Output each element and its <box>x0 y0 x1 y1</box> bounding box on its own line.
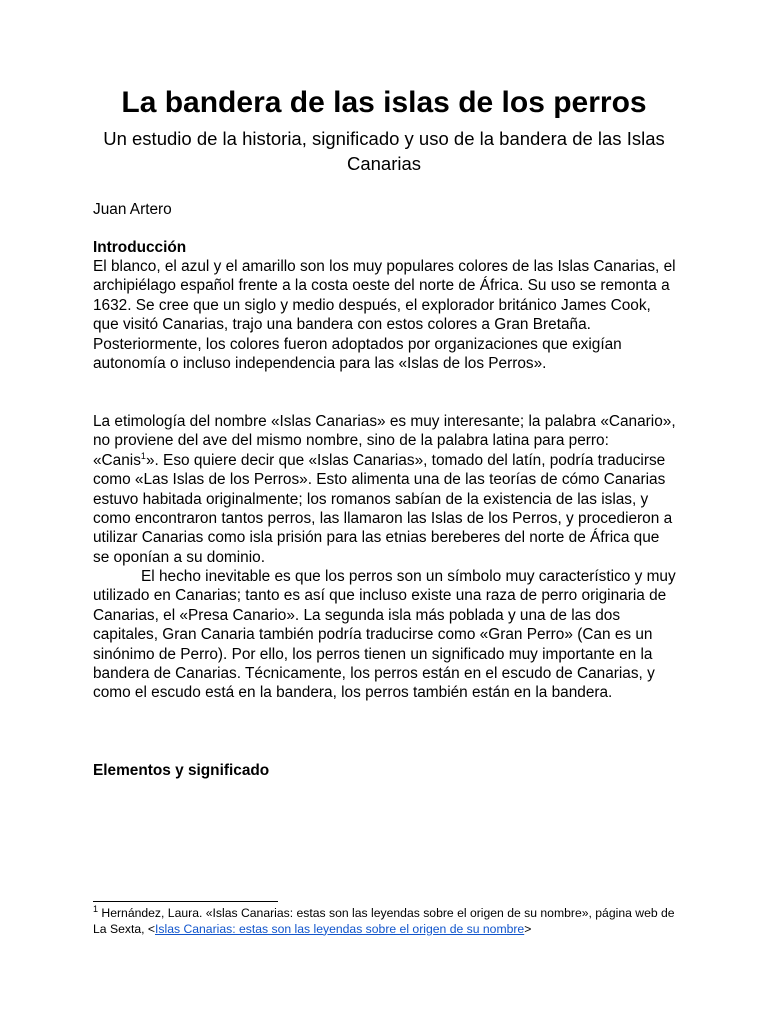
document-subtitle: Un estudio de la historia, significado y uso de la bandera de las Islas Canarias <box>103 128 665 174</box>
footnote-closing: > <box>524 921 532 936</box>
etymology-text-start: La etimología del nombre «Islas Canarias» es muy interesante; la palabra «Canario», no proviene del ave del mismo nombre, sino de la palabra latina para perro: «Canis <box>93 413 676 469</box>
footnote-reference[interactable]: 1 <box>140 450 146 461</box>
footnote-source-link[interactable]: Islas Canarias: estas son las leyendas sobre el origen de su nombre <box>155 921 525 936</box>
paragraph-dogs-symbol: El hecho inevitable es que los perros son un símbolo muy característico y muy utilizado en Canarias; tanto es así que incluso existe una raza de perro originaria de Canarias, el «Presa Canario». La segunda isla más poblada y una de las dos capitales, Gran Canaria también podría traducirse como «Gran Perro» (Can es un sinónimo de Perro). Por ello, los perros tienen un significado muy importante en la bandera de Canarias. Técnicamente, los perros están en el escudo de Canarias, y como el escudo está en la bandera, los perros también están en la bandera. <box>93 568 676 702</box>
paragraph-etymology <box>93 412 677 567</box>
footnote-number: 1 <box>93 903 99 914</box>
author-name: Juan Artero <box>93 201 172 218</box>
section-heading-elements: Elementos y significado <box>93 762 270 779</box>
footnote <box>93 903 683 937</box>
section-heading-introduction: Introducción <box>93 239 187 256</box>
footnote-text: Hernández, Laura. «Islas Canarias: estas son las leyendas sobre el origen de su nombre», página web de La Sexta, < <box>93 906 675 936</box>
document-title: La bandera de las islas de los perros <box>121 86 647 119</box>
etymology-text-end: ». Eso quiere decir que «Islas Canarias», tomado del latín, podría traducirse como «Las Islas de los Perros». Esto alimenta una de las teorías de cómo Canarias estuvo habitada originalmente; los romanos sabían de la existencia de las islas, y como encontraron tantos perros, las llamaron las Islas de los Perros, y procedieron a utilizar Canarias como isla prisión para las etnias bereberes del norte de África que se oponían a su dominio. <box>93 451 673 566</box>
paragraph-introduction: El blanco, el azul y el amarillo son los muy populares colores de las Islas Canarias, el archipiélago español frente a la costa oeste del norte de África. Su uso se remonta a 1632. Se cree que un siglo y medio después, el explorador británico James Cook, que visitó Canarias, trajo una bandera con estos colores a Gran Bretaña. Posteriormente, los colores fueron adoptados por organizaciones que exigían autonomía o incluso independencia para las «Islas de los Perros». <box>93 258 676 373</box>
footnote-divider <box>93 901 278 902</box>
